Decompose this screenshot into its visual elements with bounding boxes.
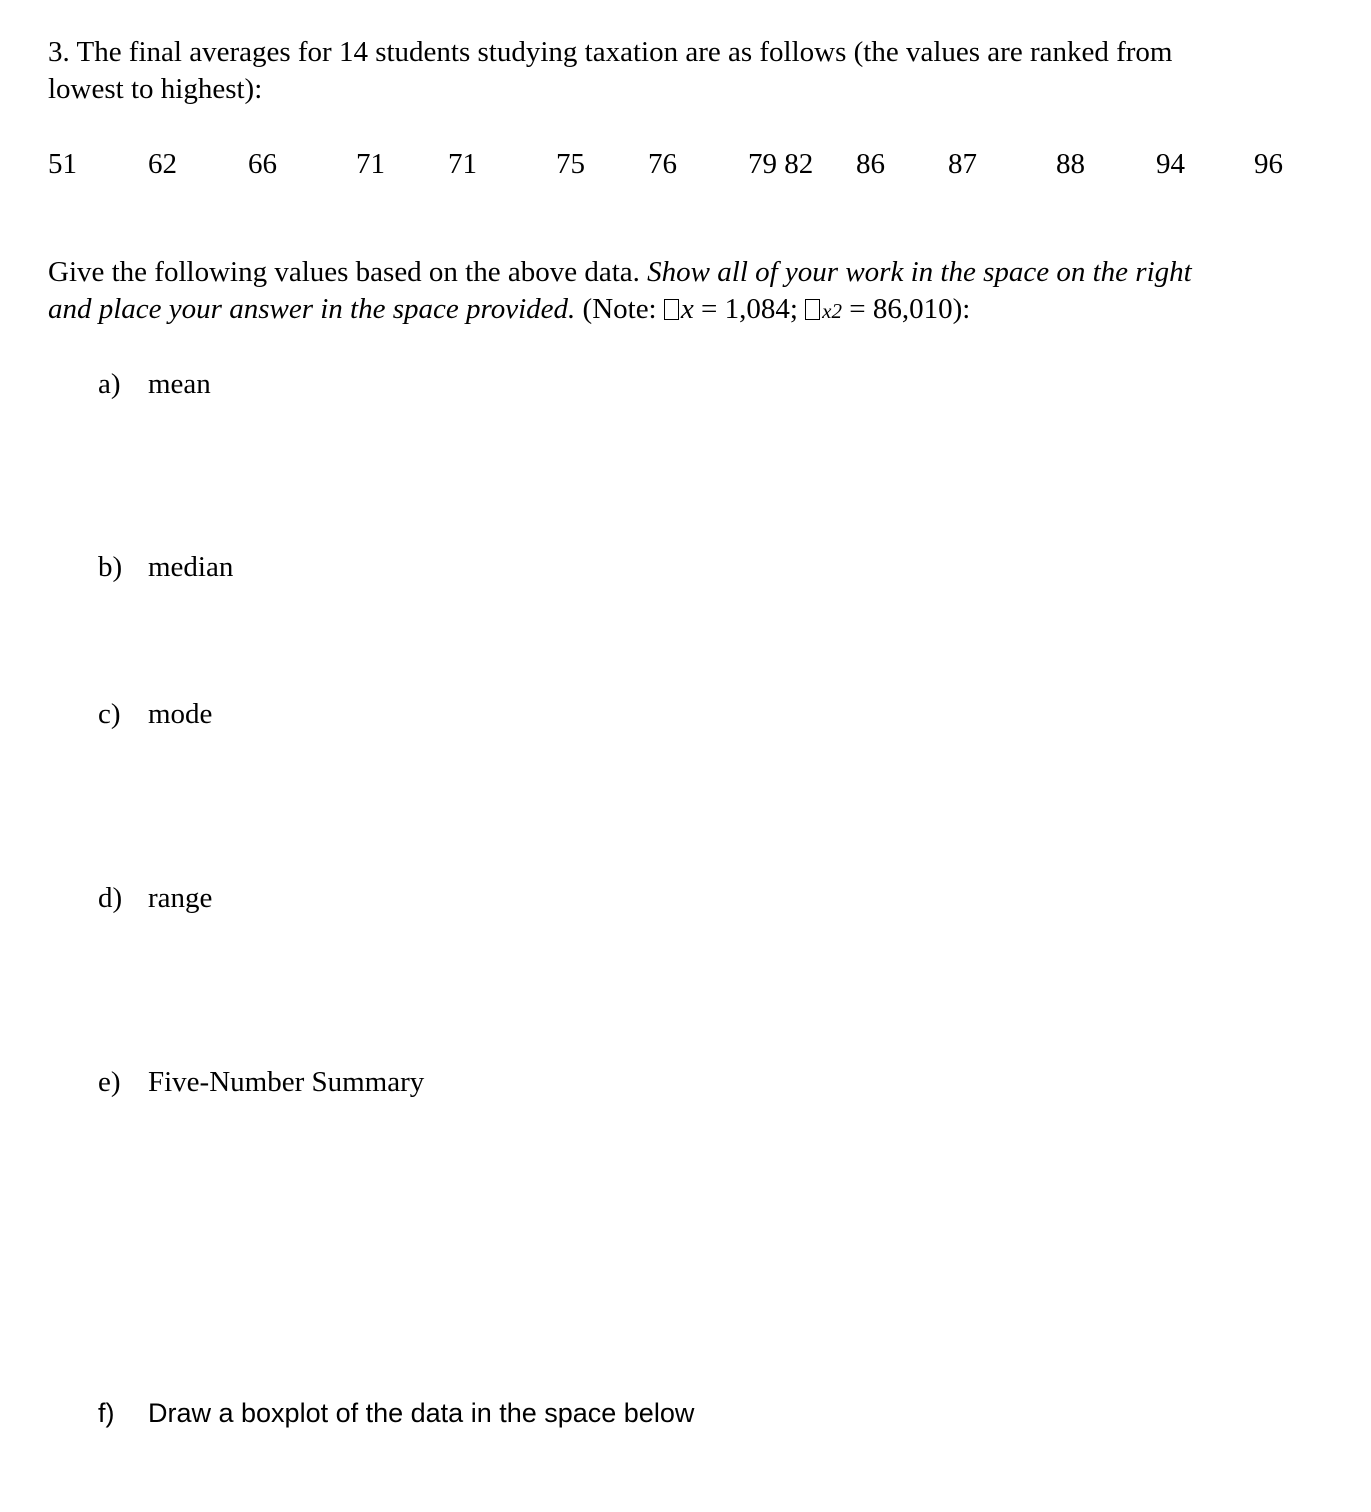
part-label: mode [148,698,213,730]
question-line-2: lowest to highest): [48,73,263,105]
sum-x2-variable: x2 [822,299,842,323]
part-f [98,1395,898,1431]
part-letter: f) [98,1398,115,1428]
note-open: (Note: [575,293,664,325]
part-letter: c) [98,698,121,730]
data-value: 71 [448,148,477,180]
instructions-emphasis: Show all of your work in the space on the right [647,256,1192,288]
data-value: 62 [148,148,177,180]
part-e [98,1064,698,1100]
data-value: 88 [1056,148,1085,180]
data-value: 76 [648,148,677,180]
data-value: 51 [48,148,77,180]
data-value: 94 [1156,148,1185,180]
missing-glyph-icon [805,299,820,320]
instructions-emphasis: and place your answer in the space provided. [48,293,576,325]
instructions-line-2 [48,291,970,329]
part-b [98,549,598,585]
part-label: range [148,882,213,914]
part-label: median [148,551,234,583]
data-value: 79 82 [748,148,814,180]
data-value: 87 [948,148,977,180]
data-value: 75 [556,148,585,180]
part-letter: e) [98,1066,121,1098]
part-letter: d) [98,882,123,914]
question-line-1: 3. The final averages for 14 students studying taxation are as follows (the values are ranked from [48,36,1173,68]
instructions-text: Give the following values based on the above data. [48,256,648,288]
data-value: 66 [248,148,277,180]
data-value: 71 [356,148,385,180]
sum-x-value: = 1,084; [693,293,806,325]
instructions-line-1 [48,254,1192,290]
part-a [98,366,598,402]
missing-glyph-icon [664,299,679,320]
data-value: 96 [1254,148,1283,180]
part-label: mean [148,368,211,400]
part-label: Five-Number Summary [148,1066,425,1098]
part-letter: a) [98,368,121,400]
data-value: 86 [856,148,885,180]
part-c [98,696,598,732]
sum-x2-value: = 86,010): [842,293,971,325]
sum-x-variable: x [680,293,694,325]
part-d [98,880,598,916]
part-letter: b) [98,551,123,583]
part-label: Draw a boxplot of the data in the space below [148,1398,695,1428]
